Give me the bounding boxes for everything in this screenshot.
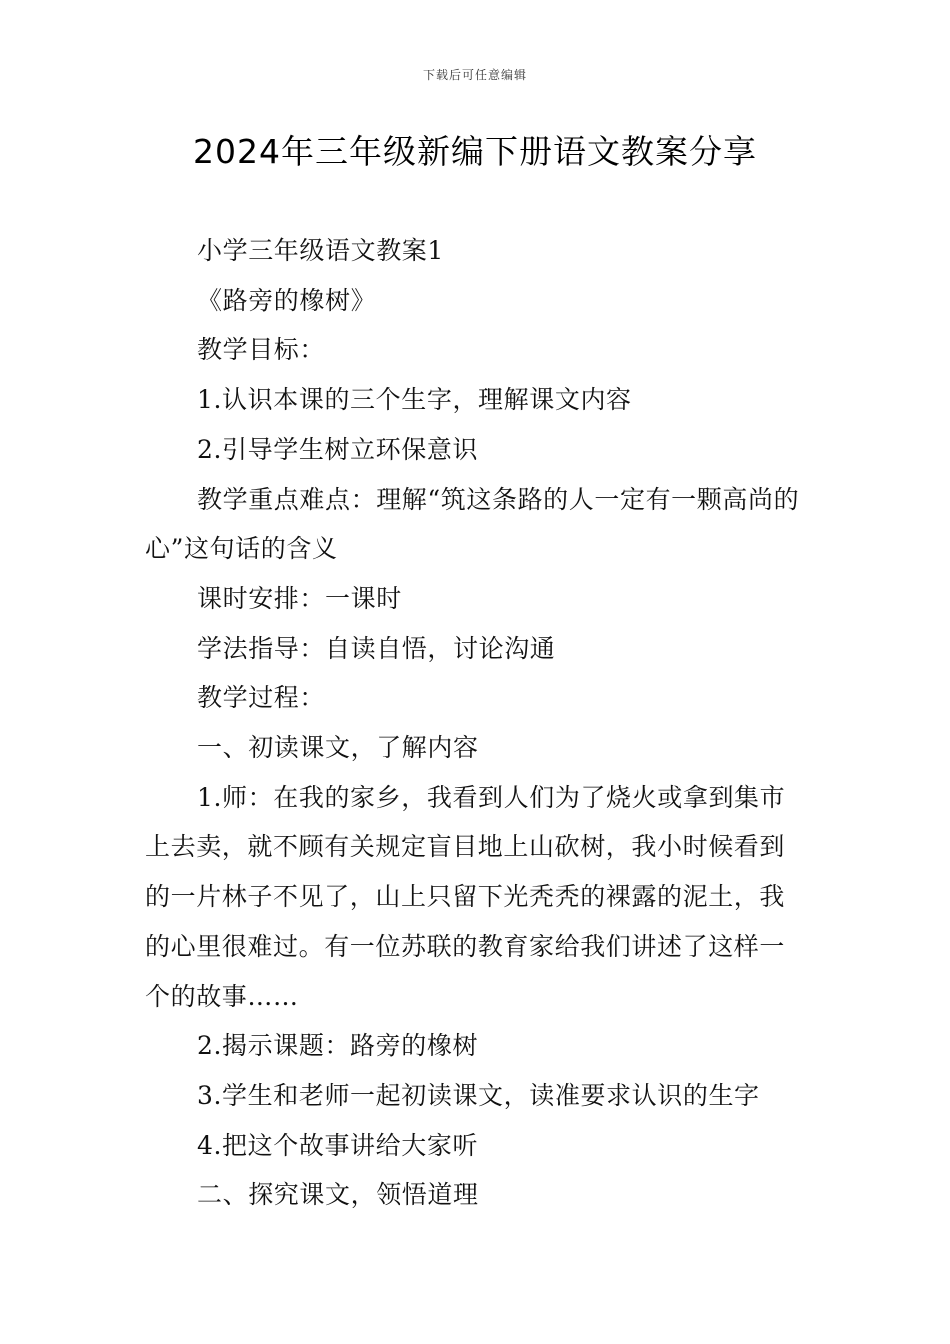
document-body <box>145 226 810 1220</box>
paragraph: 教学目标： <box>197 335 326 365</box>
paragraph: 学法指导：自读自悟，讨论沟通 <box>197 633 556 663</box>
paragraph: 教学过程： <box>197 683 326 713</box>
paragraph: 1.认识本课的三个生字，理解课文内容 <box>197 385 632 415</box>
paragraph: 3.学生和老师一起初读课文，读准要求认识的生字 <box>197 1080 760 1110</box>
header-note: 下载后可任意编辑 <box>422 68 527 82</box>
paragraph: 4.把这个故事讲给大家听 <box>197 1130 479 1160</box>
paragraph: 2.引导学生树立环保意识 <box>197 434 479 464</box>
paragraph: 一、初读课文，了解内容 <box>197 733 479 763</box>
document-title: 2024年三年级新编下册语文教案分享 <box>193 132 757 171</box>
paragraph: 小学三年级语文教案1 <box>197 236 444 265</box>
paragraph: 教学重点难点：理解“筑这条路的人一定有一颗高尚的心”这句话的含义 <box>145 484 800 564</box>
paragraph: 2.揭示课题：路旁的橡树 <box>197 1031 479 1061</box>
paragraph: 二、探究课文，领悟道理 <box>197 1180 479 1210</box>
paragraph: 《路旁的橡树》 <box>197 285 377 315</box>
paragraph: 课时安排：一课时 <box>197 583 402 613</box>
paragraph: 1.师：在我的家乡，我看到人们为了烧火或拿到集市上去卖，就不顾有关规定盲目地上山砍树，我小时候看到的一片林子不见了，山上只留下光秃秃的裸露的泥土，我的心里很难过。有一位苏联的教育家给我们讲述了这样一个的故事…… <box>145 782 786 1011</box>
